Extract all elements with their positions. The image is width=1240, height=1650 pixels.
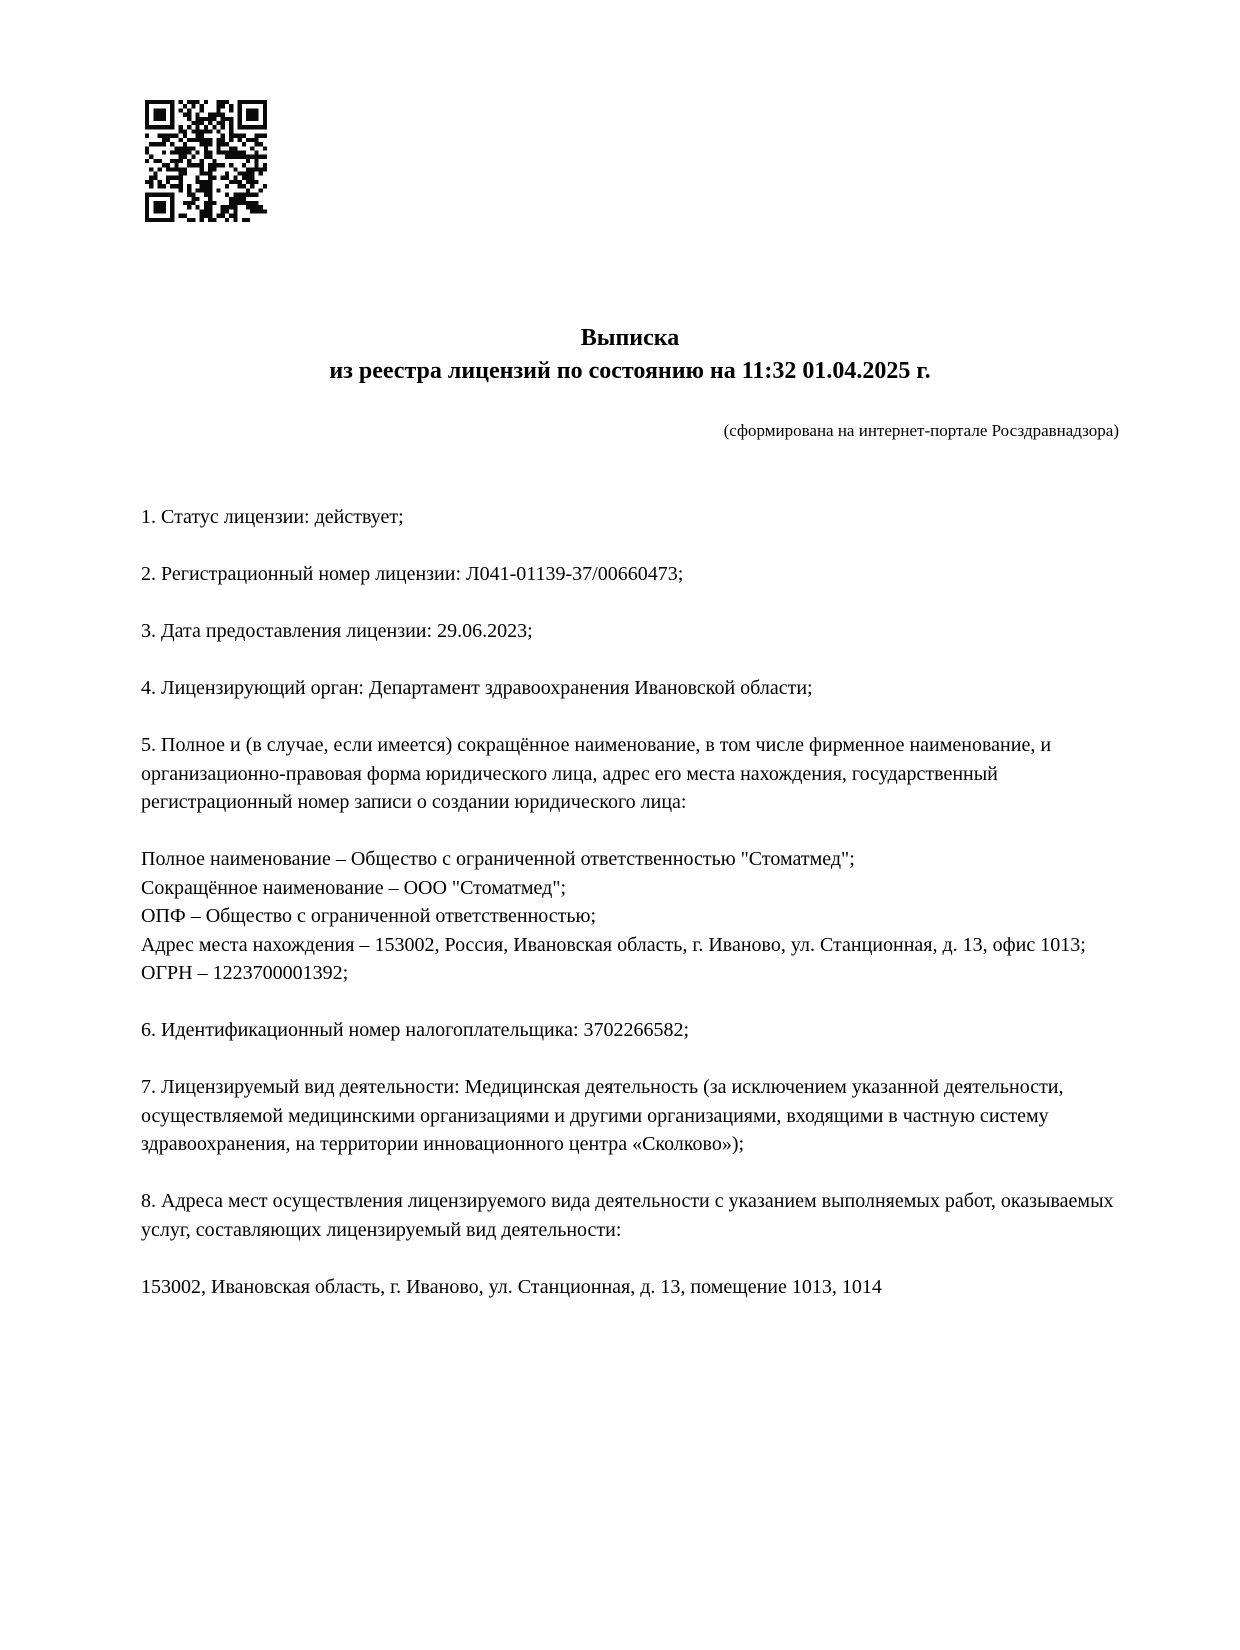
org-ogrn: ОГРН – 1223700001392; xyxy=(141,962,349,984)
paragraph-inn: 6. Идентификационный номер налогоплательщика: 3702266582; xyxy=(141,1019,690,1041)
org-short-name: Сокращённое наименование – ООО "Стоматмед"; xyxy=(141,876,567,899)
paragraph-registration-number: 2. Регистрационный номер лицензии: Л041-01139-37/00660473; xyxy=(141,563,684,585)
document-body xyxy=(141,503,1119,1301)
paragraph-work-address: 153002, Ивановская область, г. Иваново, ул. Станционная, д. 13, помещение 1013, 1014 xyxy=(141,1275,882,1298)
organization-details-block xyxy=(141,845,1119,988)
qr-code-image xyxy=(145,100,267,222)
org-address: Адрес места нахождения – 153002, Россия, Ивановская область, г. Иваново, ул. Станционная, д. 13, офис 1013; xyxy=(141,933,1086,956)
paragraph-name-intro: 5. Полное и (в случае, если имеется) сокращённое наименование, в том числе фирменное наименование, и организационно-правовая форма юридического лица, адрес его места нахождения, государственный регистрационный номер записи о создании юридического лица: xyxy=(141,734,1052,813)
paragraph-grant-date: 3. Дата предоставления лицензии: 29.06.2023; xyxy=(141,620,533,642)
paragraph-activity-type: 7. Лицензируемый вид деятельности: Медицинская деятельность (за исключением указанной деятельности, осуществляемой медицинскими организациями и другими организациями, входящими в частную систему здравоохранения, на территории инновационного центра «Сколково»); xyxy=(141,1076,1064,1155)
paragraph-licensing-authority: 4. Лицензирующий орган: Департамент здравоохранения Ивановской области; xyxy=(141,677,813,699)
qr-code xyxy=(145,100,267,222)
document-content xyxy=(141,322,1119,1330)
org-legal-form: ОПФ – Общество с ограниченной ответственностью; xyxy=(141,905,597,927)
paragraph-license-status: 1. Статус лицензии: действует; xyxy=(141,506,404,528)
document-title xyxy=(141,322,1119,388)
document-title-line2: из реестра лицензий по состоянию на 11:32 01.04.2025 г. xyxy=(329,358,931,384)
org-full-name: Полное наименование – Общество с ограниченной ответственностью "Стоматмед"; xyxy=(141,848,855,870)
document-title-line1: Выписка xyxy=(580,325,680,351)
document-subtitle: (сформирована на интернет-портале Росздравнадзора) xyxy=(723,421,1119,440)
paragraph-addresses-intro: 8. Адреса мест осуществления лицензируемого вида деятельности с указанием выполняемых работ, оказываемых услуг, составляющих лицензируемый вид деятельности: xyxy=(141,1190,1114,1241)
